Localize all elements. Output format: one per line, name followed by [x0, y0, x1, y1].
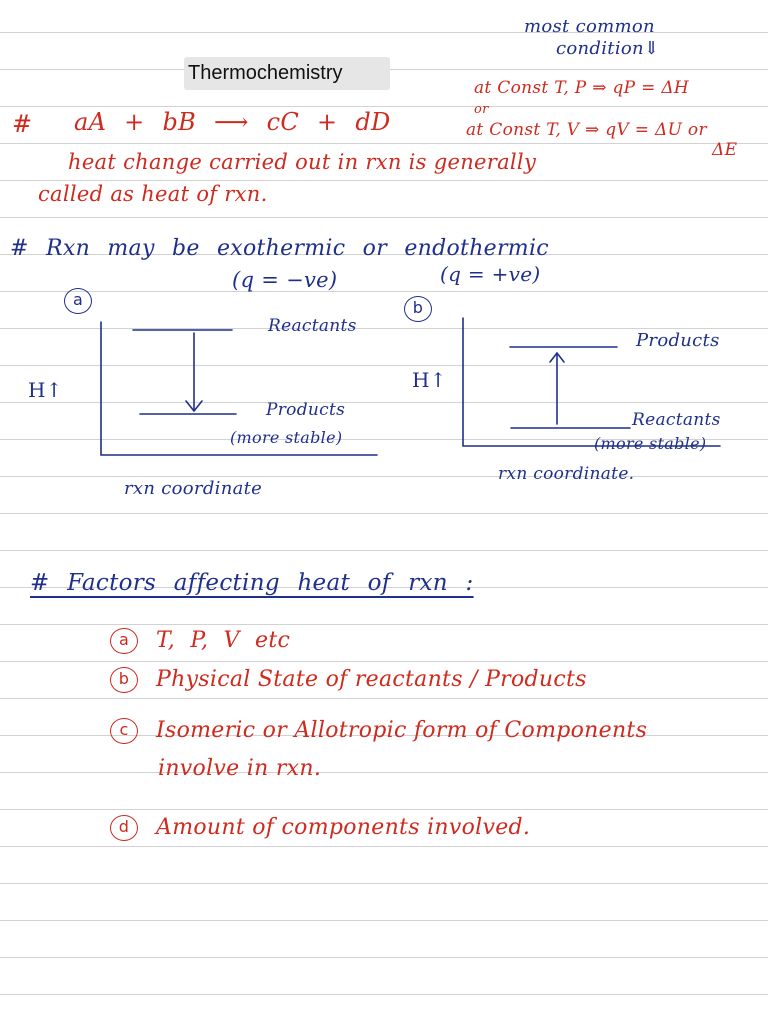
diagram-b-axes	[463, 318, 720, 446]
reaction-desc-line-1: heat change carried out in rxn is generally	[68, 150, 537, 174]
diagram-b-bottom-note: (more stable)	[594, 434, 707, 453]
side-note-or: or	[474, 102, 489, 117]
diagram-a-y-label: H↑	[28, 378, 63, 402]
side-note-heading-1: most common	[524, 16, 655, 37]
reaction-equation: aA + bB ⟶ cC + dD	[74, 108, 391, 136]
diagram-a-x-label: rxn coordinate	[124, 478, 263, 499]
side-note-heading-2: condition⇓	[556, 38, 660, 59]
diagram-b-bottom-label: Reactants	[632, 410, 721, 430]
down-arrow-icon: ⇓	[643, 38, 660, 59]
page-title: Thermochemistry	[184, 57, 390, 90]
side-note-line-2-end: ΔE	[712, 140, 738, 160]
diagram-a-bottom-label: Products	[266, 400, 346, 420]
side-note-line-1: at Const T, P ⇒ qP = ΔH	[474, 78, 690, 98]
exothermic-sign: (q = −ve)	[232, 268, 338, 292]
diagram-b-x-label: rxn coordinate.	[498, 464, 635, 484]
side-note-line-2: at Const T, V ⇒ qV = ΔU or	[466, 120, 707, 140]
factor-item-b: b Physical State of reactants / Products	[110, 667, 587, 693]
factor-item-c: c Isomeric or Allotropic form of Components	[110, 718, 647, 744]
reaction-desc-line-2: called as heat of rxn.	[38, 182, 268, 206]
diagram-a-tag: a	[64, 288, 110, 314]
diagram-a-axes	[101, 322, 377, 455]
diagram-b-y-label: H↑	[412, 368, 447, 392]
factors-heading: # Factors affecting heat of rxn :	[30, 570, 474, 596]
diagram-b-top-label: Products	[636, 330, 720, 351]
endothermic-sign: (q = +ve)	[440, 262, 541, 286]
diagram-b-tag: b	[404, 296, 450, 322]
factor-item-c-line-2: involve in rxn.	[158, 756, 322, 781]
factor-item-a: a T, P, V etc	[110, 628, 290, 654]
reaction-hash: #	[12, 110, 33, 138]
diagram-a-bottom-note: (more stable)	[230, 428, 343, 447]
rxn-type-line: # Rxn may be exothermic or endothermic	[10, 236, 549, 261]
factor-item-d: d Amount of components involved.	[110, 815, 530, 841]
diagram-a-top-label: Reactants	[268, 316, 357, 336]
